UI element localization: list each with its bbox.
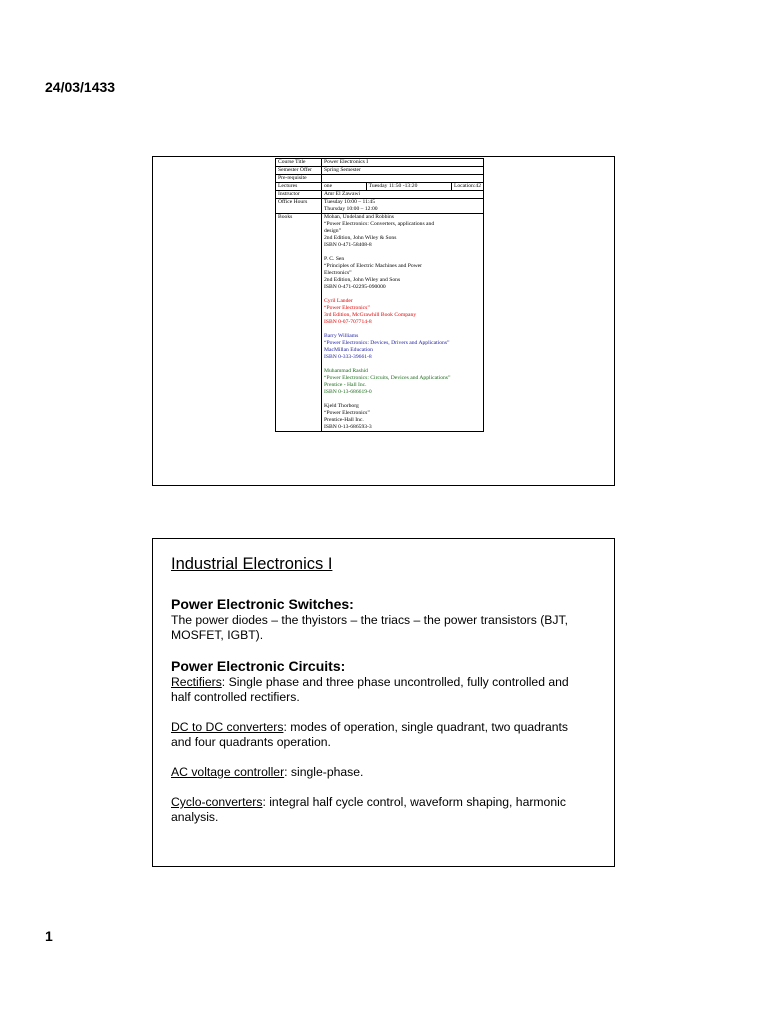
book-line: ISBN 0-13-686593-3 [324, 424, 372, 430]
book-entry [324, 368, 481, 396]
book-line: 3rd Edition, McGrawhill Book Company [324, 312, 417, 318]
switches-section [171, 596, 591, 643]
book-line: Prentice-Hall Inc. [324, 417, 364, 423]
book-line: ISBN 0-333-39661-8 [324, 354, 372, 360]
instructor-label: Instructor [276, 191, 322, 199]
cyclo-text: : integral half cycle control, waveform shaping, harmonic analysis. [171, 795, 566, 824]
lectures-value [322, 183, 484, 191]
prerequisite-label: Pre-requisite [276, 175, 322, 183]
circuits-section [171, 658, 591, 705]
office-hours-line: Tuesday 10:00 – 11:45 [324, 199, 376, 205]
cyclo-term: Cyclo-converters [171, 795, 263, 809]
lectures-location: Location:42 [451, 183, 481, 190]
book-line: Muhammad Rashid [324, 368, 368, 374]
office-hours-value [322, 199, 484, 214]
book-line: 2nd Edition, John Wiley and Sons [324, 277, 401, 283]
book-line: Electronics” [324, 270, 352, 276]
dcdc-paragraph [171, 720, 591, 750]
book-entry [324, 298, 481, 326]
book-line: 2nd Edition, John Wiley & Sons [324, 235, 397, 241]
book-line: P. C. Sen [324, 256, 345, 262]
book-line: “Power Electronics: Converters, applications and [324, 221, 435, 227]
table-row [276, 175, 484, 183]
book-line: Cyril Lander [324, 298, 353, 304]
book-line: Mohan, Undeland and Robbins [324, 214, 394, 220]
table-row [276, 167, 484, 175]
slide-title: Industrial Electronics I [171, 555, 333, 573]
table-row [276, 199, 484, 214]
ac-term: AC voltage controller [171, 765, 285, 779]
page-date: 24/03/1433 [45, 79, 116, 95]
course-title-label: Course Title [276, 159, 322, 167]
slide-course-info [152, 156, 615, 486]
course-title-value: Power Electronics I [322, 159, 484, 167]
book-entry [324, 333, 481, 361]
book-entry [324, 256, 481, 291]
semester-offer-label: Semester Offer [276, 167, 322, 175]
book-entry [324, 403, 481, 431]
course-info-table [275, 158, 484, 432]
book-line: ISBN 0-07-707714-8 [324, 319, 372, 325]
table-row [276, 191, 484, 199]
book-entry [324, 214, 481, 249]
table-row [276, 214, 484, 432]
ac-text: : single-phase. [284, 765, 364, 779]
office-hours-line: Thursday 10:00 – 12:00 [324, 206, 378, 212]
instructor-value: Amr El Zawawi [322, 191, 484, 199]
book-line: “Power Electronics: Devices, Drivers and Applications” [324, 340, 450, 346]
books-list [322, 214, 484, 432]
table-row [276, 159, 484, 167]
switches-heading: Power Electronic Switches: [171, 596, 354, 612]
book-line: “Power Electronics” [324, 305, 370, 311]
dcdc-term: DC to DC converters [171, 720, 284, 734]
lectures-count: one [324, 183, 333, 189]
lectures-label: Lectures [276, 183, 322, 191]
book-line: Prentice - Hall Inc. [324, 382, 367, 388]
switches-text: The power diodes – the thyistors – the triacs – the power transistors (BJT, MOSFET, IGBT). [171, 613, 568, 642]
slide-body [171, 596, 591, 840]
ac-paragraph [171, 765, 591, 780]
book-line: Barry Williams [324, 333, 359, 339]
rectifiers-term: Rectifiers [171, 675, 222, 689]
book-line: ISBN 0-471-58408-8 [324, 242, 372, 248]
book-line: “Power Electronics” [324, 410, 370, 416]
prerequisite-value [322, 175, 484, 183]
rectifiers-text: : Single phase and three phase uncontrolled, fully controlled and half controlled rectifiers. [171, 675, 569, 704]
book-line: MacMillan Education [324, 347, 373, 353]
page-number: 1 [45, 928, 53, 944]
books-label: Books [276, 214, 322, 432]
cyclo-paragraph [171, 795, 591, 825]
semester-offer-value: Spring Semester [322, 167, 484, 175]
office-hours-label: Office Hours [276, 199, 322, 214]
slide-course-outline [152, 538, 615, 867]
book-line: ISBN 0-13-686619-0 [324, 389, 372, 395]
book-line: “Principles of Electric Machines and Power [324, 263, 423, 269]
lectures-time: Tuesday 11:50 -13:20 [366, 183, 418, 190]
circuits-heading: Power Electronic Circuits: [171, 658, 346, 674]
table-row [276, 183, 484, 191]
book-line: design” [324, 228, 342, 234]
book-line: ISBN 0-471-02295-090000 [324, 284, 386, 290]
book-line: Kjeld Thorborg [324, 403, 359, 409]
dcdc-text: : modes of operation, single quadrant, two quadrants and four quadrants operation. [171, 720, 568, 749]
book-line: “Power Electronics: Circuits, Devices and Applications” [324, 375, 451, 381]
